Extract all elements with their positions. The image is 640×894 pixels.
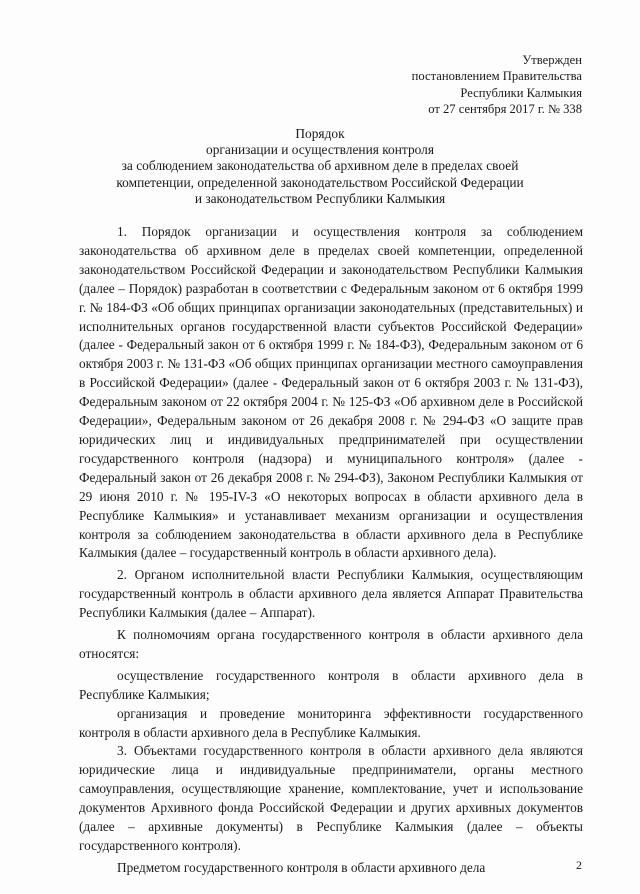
paragraph-1: 1. Порядок организации и осуществления контроля за соблюдением законодательства об архивном деле в пределах своей компетенции, определенной законодательством Российской Федерации и законодательством Республики Калмыкия (далее – Порядок) разработан в соответствии с Федеральным законом от 6 октября 1999 г. № 184-ФЗ «Об общих принципах организации законодательных (представительных) и исполнительных органов государственной власти субъектов Российской Федерации» (далее - Федеральный закон от 6 октября 1999 г. № 184-ФЗ), Федеральным законом от 6 октября 2003 г. № 131-ФЗ «Об общих принципах организации местного самоуправления в Российской Федерации» (далее - Федеральный закон от 6 октября 2003 г. № 131-ФЗ), Федеральным законом от 22 октября 2004 г. № 125-ФЗ «Об архивном деле в Российской Федерации», Федеральным законом от 26 декабря 2008 г. № 294-ФЗ «О защите прав юридических лиц и индивидуальных предпринимателей при осуществлении государственного контроля (надзора) и муниципального контроля» (далее - Федеральный закон от 26 декабря 2008 г. № 294-ФЗ), Законом Республики Калмыкия от 29 июня 2010 г. № 195-IV-З «О некоторых вопросах в области архивного дела в Республике Калмыкия» и устанавливает механизм организации и осуществления контроля за соблюдением законодательства в области архивного дела в Республике Калмыкия (далее – государственный контроль в области архивного дела). (79, 224, 583, 561)
heading-line-2: за соблюдением законодательства об архивном деле в пределах своей (121, 158, 519, 174)
approval-line-1: Утвержден (522, 53, 582, 67)
paragraph-5: организация и проведение мониторинга эффективности государственного контроля в области архивного дела в Республике Калмыкия. (79, 705, 583, 740)
paragraph-6: 3. Объектами государственного контроля в области архивного дела являются юридические лица и индивидуальные предприниматели, органы местного самоуправления, осуществляющие хранение, комплектование, учет и использование документов Архивного фонда Российской Федерации и других архивных документов (далее – архивные документы) в Республике Калмыкия (далее – объекты государственного контроля). (79, 743, 583, 853)
page-number: 2 (576, 858, 582, 872)
document-heading (100, 126, 540, 207)
paragraph-4: осуществление государственного контроля в области архивного дела в Республике Калмыкия; (79, 667, 583, 702)
approval-line-4: от 27 сентября 2017 г. № 338 (428, 101, 582, 116)
document-title: Порядок (295, 126, 345, 141)
approval-line-3: Республики Калмыкия (460, 85, 582, 100)
paragraph-3: К полномочиям органа государственного контроля в области архивного дела относятся: (79, 627, 583, 661)
heading-line-4: и законодательством Республики Калмыкия (194, 190, 446, 206)
approval-stamp (412, 52, 582, 117)
heading-line-3: компетенции, определенной законодательством Российской Федерации (116, 174, 524, 190)
heading-line-1: организации и осуществления контроля (206, 142, 434, 158)
paragraph-7: Предметом государственного контроля в области архивного дела (117, 859, 486, 875)
paragraph-2: 2. Органом исполнительной власти Республики Калмыкия, осуществляющим государственный контроль в области архивного дела является Аппарат Правительства Республики Калмыкия (далее – Аппарат). (79, 567, 583, 621)
document-body (79, 223, 583, 878)
approval-line-2: постановлением Правительства (411, 69, 582, 84)
